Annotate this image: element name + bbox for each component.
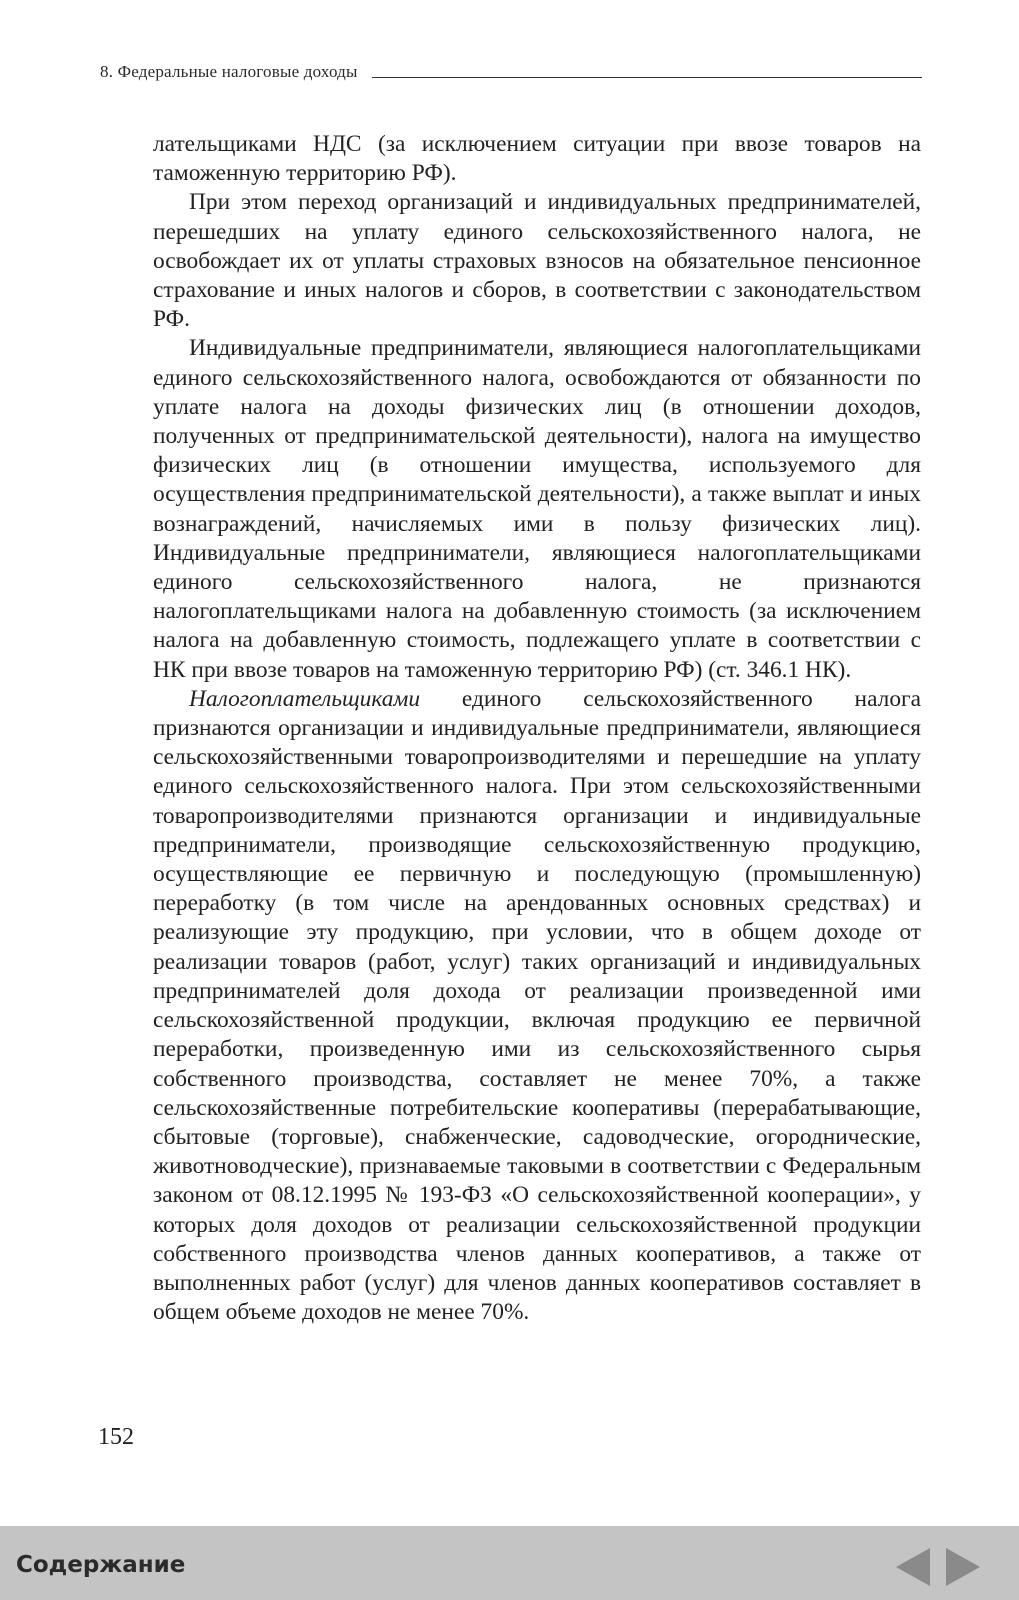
triangle-right-icon[interactable] bbox=[946, 1548, 980, 1586]
paragraph-taxpayers-text: единого сельскохозяйственного налога признаются организации и индивидуальные предприниматели, являющиеся сельскохозяйственными товаропроизводителями и перешедшие на уплату единого сельскохозяйственного налога. При этом сельскохозяйственными товаропроизводителями признаются организации и индивидуальные предприниматели, производящие сельскохозяйственную продукцию, осуществляющие ее первичную и последующую (промышленную) переработку (в том числе на арендованных основных средствах) и реализующие эту продукцию, при условии, что в общем доходе от реализации товаров (работ, услуг) таких организаций и индивидуальных предпринимателей доля дохода от реализации произведенной ими сельскохозяйственной продукции, включая продукцию ее первичной переработки, произведенную ими из сельскохозяйственного сырья собственного производства, составляет не менее 70%, а также сельскохозяйственные потребительские кооперативы (перерабатывающие, сбытовые (торговые), снабженческие, садоводческие, огороднические, животноводческие), признаваемые таковыми в соответствии с Федеральным законом от 08.12.1995 № 193-ФЗ «О сельскохозяйственной кооперации», у которых доля доходов от реализации сельскохозяйственной продукции собственного производства членов данных кооперативов, а также от выполненных работ (услуг) для членов данных кооперативов составляет в общем объеме доходов не менее 70%. bbox=[153, 685, 921, 1326]
paragraph-continuation: лательщиками НДС (за исключением ситуации при ввозе товаров на таможенную территорию РФ). bbox=[153, 131, 921, 187]
triangle-left-icon[interactable] bbox=[896, 1548, 930, 1586]
paragraph-taxpayers-definition bbox=[153, 685, 921, 1327]
paragraph-entrepreneurs-exemption: Индивидуальные предприниматели, являющиеся налогоплательщиками единого сельскохозяйственного налога, освобождаются от обязанности по уплате налога на доходы физических лиц (в отношении доходов, полученных от предпринимательской деятельности), налога на имущество физических лиц (в отношении имущества, используемого для осуществления предпринимательской деятельности), а также выплат и иных вознаграждений, начисляемых ими в пользу физических лиц). Индивидуальные предприниматели, являющиеся налогоплательщиками единого сельскохозяйственного налога, не признаются налогоплательщиками налога на добавленную стоимость (за исключением налога на добавленную стоимость, подлежащего уплате в соответствии с НК при ввозе товаров на таможенную территорию РФ) (ст. 346.1 НК). bbox=[153, 335, 921, 683]
paragraph-transition: При этом переход организаций и индивидуальных предпринимателей, перешедших на уплату единого сельскохозяйственного налога, не освобождает их от уплаты страховых взносов на обязательное пенсионное страхование и иных налогов и сборов, в соответствии с законодательством РФ. bbox=[153, 189, 921, 333]
running-title: 8. Федеральные налоговые доходы bbox=[100, 62, 358, 81]
term-taxpayers: Налогоплательщиками bbox=[189, 685, 421, 712]
page-body bbox=[153, 130, 921, 1327]
navigation-bar bbox=[0, 1526, 1019, 1600]
page-number: 152 bbox=[98, 1424, 134, 1450]
running-header bbox=[100, 62, 922, 82]
header-rule bbox=[372, 77, 922, 78]
table-of-contents-link[interactable]: Содержание bbox=[16, 1552, 186, 1578]
